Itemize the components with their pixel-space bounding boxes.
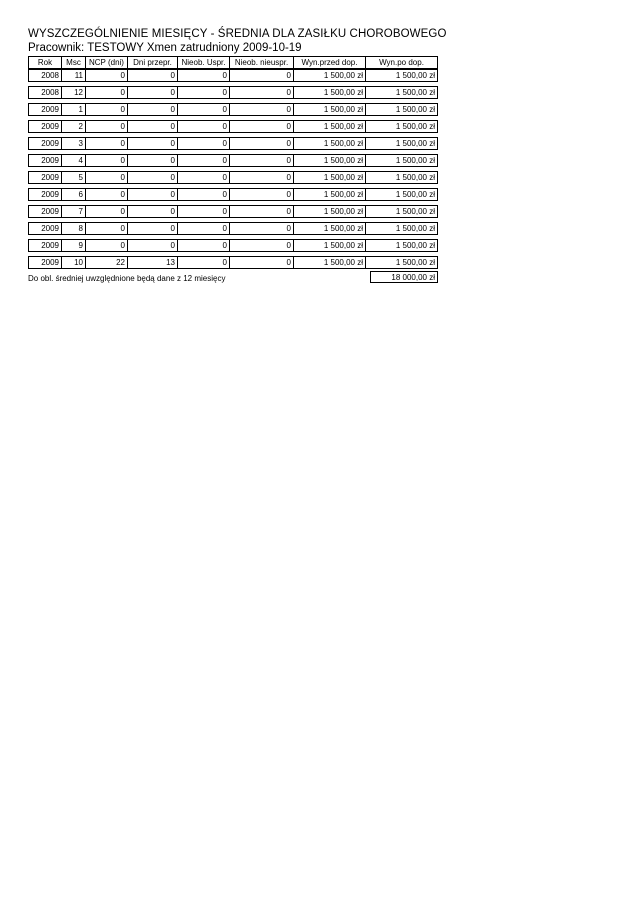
- table-row: [28, 239, 438, 252]
- table-cell: 0: [230, 103, 294, 116]
- table-cell: 1 500,00 zł: [294, 137, 366, 150]
- table-cell: 1 500,00 zł: [366, 222, 438, 235]
- report-footer: [28, 271, 438, 285]
- table-row: [28, 188, 438, 201]
- employee-line: Pracownik: TESTOWY Xmen zatrudniony 2009-10-19: [28, 42, 302, 54]
- table-cell: 0: [86, 188, 128, 201]
- report-title: WYSZCZEGÓLNIENIE MIESIĘCY - ŚREDNIA DLA ZASIŁKU CHOROBOWEGO: [28, 28, 447, 40]
- table-cell: 0: [178, 205, 230, 218]
- table-cell: 2008: [28, 86, 62, 99]
- table-cell: 2009: [28, 205, 62, 218]
- table-cell: 1 500,00 zł: [366, 86, 438, 99]
- table-cell: 7: [62, 205, 86, 218]
- table-cell: 0: [86, 120, 128, 133]
- table-cell: 2009: [28, 222, 62, 235]
- table-cell: 1 500,00 zł: [294, 188, 366, 201]
- table-cell: 1 500,00 zł: [366, 137, 438, 150]
- table-row: [28, 103, 438, 116]
- column-header-rok: Rok: [28, 56, 62, 69]
- table-cell: 0: [86, 239, 128, 252]
- table-cell: 0: [128, 103, 178, 116]
- table-cell: 0: [230, 171, 294, 184]
- table-cell: 2009: [28, 103, 62, 116]
- table-cell: 0: [178, 154, 230, 167]
- table-body: [28, 69, 438, 269]
- table-cell: 1 500,00 zł: [366, 69, 438, 82]
- table-cell: 1 500,00 zł: [294, 239, 366, 252]
- table-row: [28, 137, 438, 150]
- table-cell: 0: [128, 120, 178, 133]
- table-cell: 4: [62, 154, 86, 167]
- table-row: [28, 154, 438, 167]
- table-cell: 2009: [28, 239, 62, 252]
- table-cell: 2009: [28, 154, 62, 167]
- table-cell: 13: [128, 256, 178, 269]
- table-cell: 0: [128, 205, 178, 218]
- table-cell: 0: [230, 86, 294, 99]
- table-cell: 1 500,00 zł: [366, 205, 438, 218]
- report-page: [28, 28, 448, 285]
- table-cell: 2009: [28, 171, 62, 184]
- table-cell: 1 500,00 zł: [366, 154, 438, 167]
- table-cell: 0: [230, 222, 294, 235]
- table-cell: 2008: [28, 69, 62, 82]
- table-cell: 0: [230, 69, 294, 82]
- table-cell: 1 500,00 zł: [294, 120, 366, 133]
- table-cell: 0: [178, 188, 230, 201]
- table-cell: 0: [86, 86, 128, 99]
- table-cell: 0: [128, 86, 178, 99]
- table-cell: 1 500,00 zł: [366, 103, 438, 116]
- table-cell: 0: [128, 171, 178, 184]
- table-cell: 0: [128, 154, 178, 167]
- footer-total: 18 000,00 zł: [370, 271, 438, 283]
- footer-note: Do obl. średniej uwzględnione będą dane z 12 miesięcy: [28, 274, 226, 283]
- table-row: [28, 205, 438, 218]
- table-cell: 0: [128, 69, 178, 82]
- table-cell: 0: [86, 222, 128, 235]
- table-cell: 0: [178, 120, 230, 133]
- table-cell: 1 500,00 zł: [366, 171, 438, 184]
- table-cell: 10: [62, 256, 86, 269]
- table-cell: 0: [128, 239, 178, 252]
- table-cell: 0: [178, 256, 230, 269]
- table-cell: 2009: [28, 256, 62, 269]
- table-header-row: [28, 56, 438, 69]
- table-cell: 1 500,00 zł: [366, 120, 438, 133]
- table-cell: 1 500,00 zł: [294, 69, 366, 82]
- table-cell: 0: [86, 69, 128, 82]
- table-cell: 0: [178, 103, 230, 116]
- table-cell: 1 500,00 zł: [294, 171, 366, 184]
- table-cell: 0: [178, 86, 230, 99]
- table-row: [28, 222, 438, 235]
- column-header-wyn-przed: Wyn.przed dop.: [294, 56, 366, 69]
- table-cell: 3: [62, 137, 86, 150]
- table-cell: 0: [178, 222, 230, 235]
- table-cell: 1 500,00 zł: [294, 256, 366, 269]
- table-cell: 0: [230, 256, 294, 269]
- table-cell: 0: [86, 171, 128, 184]
- table-cell: 1 500,00 zł: [294, 86, 366, 99]
- table-row: [28, 256, 438, 269]
- table-cell: 9: [62, 239, 86, 252]
- table-cell: 1 500,00 zł: [294, 154, 366, 167]
- table-row: [28, 69, 438, 82]
- table-cell: 1 500,00 zł: [294, 103, 366, 116]
- table-cell: 0: [178, 137, 230, 150]
- column-header-nieob-uspr: Nieob. Uspr.: [178, 56, 230, 69]
- table-cell: 0: [230, 239, 294, 252]
- table-cell: 2009: [28, 188, 62, 201]
- column-header-msc: Msc: [62, 56, 86, 69]
- table-cell: 2009: [28, 120, 62, 133]
- table-cell: 0: [178, 239, 230, 252]
- table-cell: 5: [62, 171, 86, 184]
- table-cell: 11: [62, 69, 86, 82]
- table-cell: 1 500,00 zł: [294, 205, 366, 218]
- table-cell: 1 500,00 zł: [366, 239, 438, 252]
- months-table: [28, 56, 438, 269]
- column-header-dni-przepr: Dni przepr.: [128, 56, 178, 69]
- table-row: [28, 171, 438, 184]
- table-cell: 2009: [28, 137, 62, 150]
- table-cell: 2: [62, 120, 86, 133]
- table-cell: 22: [86, 256, 128, 269]
- table-cell: 0: [230, 137, 294, 150]
- table-cell: 1 500,00 zł: [294, 222, 366, 235]
- table-cell: 1: [62, 103, 86, 116]
- table-cell: 8: [62, 222, 86, 235]
- column-header-ncp: NCP (dni): [86, 56, 128, 69]
- table-cell: 0: [128, 222, 178, 235]
- table-cell: 0: [128, 137, 178, 150]
- table-cell: 0: [128, 188, 178, 201]
- table-cell: 0: [230, 188, 294, 201]
- table-cell: 1 500,00 zł: [366, 188, 438, 201]
- table-cell: 0: [86, 137, 128, 150]
- table-cell: 1 500,00 zł: [366, 256, 438, 269]
- table-cell: 0: [86, 205, 128, 218]
- table-cell: 0: [230, 154, 294, 167]
- table-cell: 0: [230, 205, 294, 218]
- table-row: [28, 120, 438, 133]
- table-cell: 0: [178, 69, 230, 82]
- column-header-nieob-nieuspr: Nieob. nieuspr.: [230, 56, 294, 69]
- table-cell: 0: [86, 103, 128, 116]
- table-cell: 6: [62, 188, 86, 201]
- table-cell: 0: [230, 120, 294, 133]
- table-cell: 12: [62, 86, 86, 99]
- table-cell: 0: [178, 171, 230, 184]
- table-row: [28, 86, 438, 99]
- column-header-wyn-po: Wyn.po dop.: [366, 56, 438, 69]
- table-cell: 0: [86, 154, 128, 167]
